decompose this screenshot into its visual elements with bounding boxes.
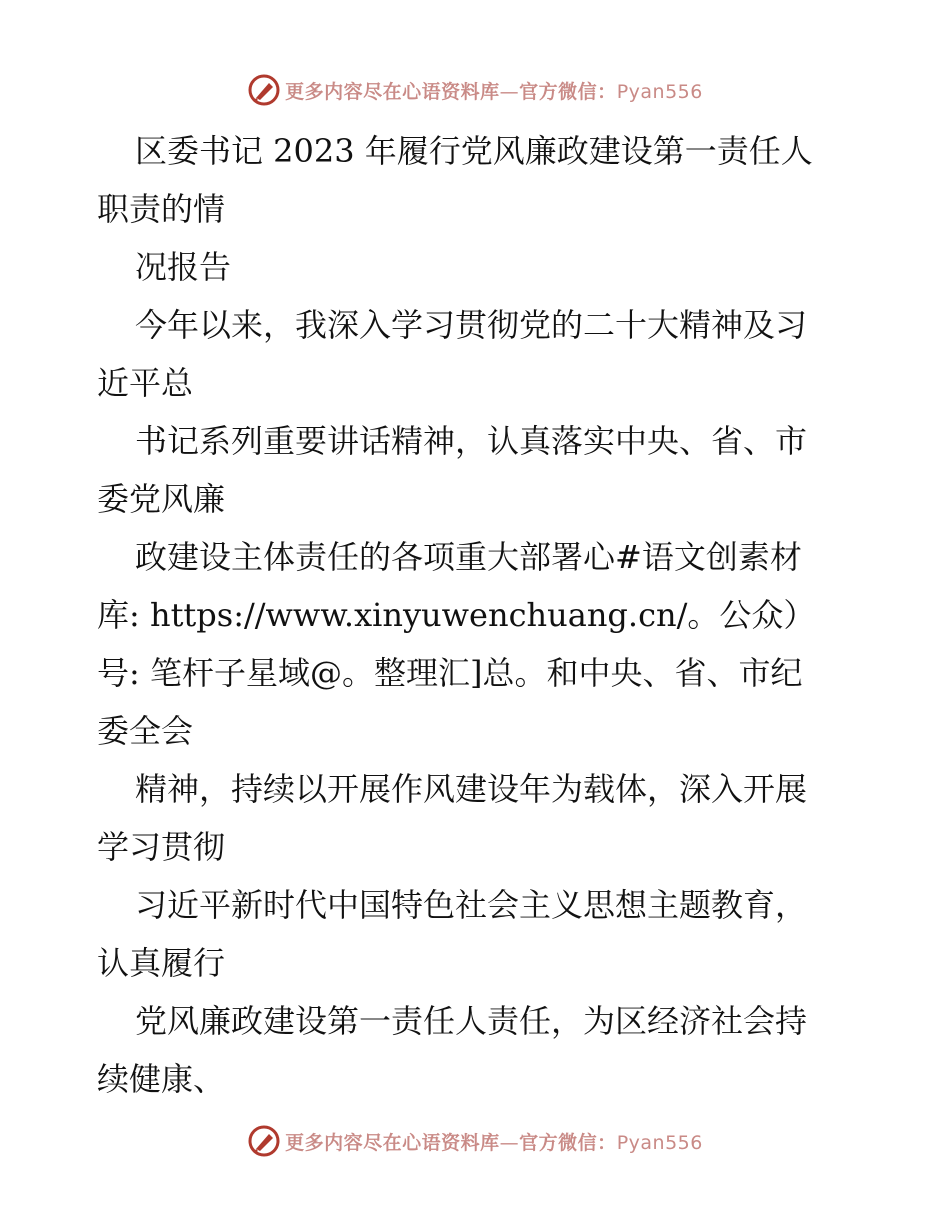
- body-text-line: 委全会: [97, 712, 194, 750]
- body-text-line: 学习贯彻: [97, 828, 226, 866]
- footer-dash: —: [499, 1131, 520, 1154]
- body-text-line: 职责的情: [97, 190, 226, 228]
- header-wechat-id: Pyan556: [616, 80, 703, 103]
- body-text-line: 书记系列重要讲话精神，认真落实中央、省、市: [135, 422, 808, 460]
- body-text-line: 今年以来，我深入学习贯彻党的二十大精神及习: [135, 306, 808, 344]
- body-text-line: 续健康、: [97, 1060, 226, 1098]
- header-site-text: 更多内容尽在心语资料库: [285, 80, 500, 103]
- document-body: [97, 122, 857, 1108]
- header-dash: —: [499, 80, 520, 103]
- footer-watermark-banner: [0, 1121, 950, 1161]
- footer-site-text: 更多内容尽在心语资料库: [285, 1131, 500, 1154]
- body-text-line: 委党风廉: [97, 480, 226, 518]
- body-text-line: 认真履行: [97, 944, 226, 982]
- body-text-line: 区委书记 2023 年履行党风廉政建设第一责任人: [135, 132, 813, 170]
- footer-watermark-text: [285, 1128, 703, 1155]
- body-text-line: 精神，持续以开展作风建设年为载体，深入开展: [135, 770, 808, 808]
- pen-logo-icon: [247, 73, 281, 107]
- body-text-line: 近平总: [97, 364, 194, 402]
- body-text-line: 习近平新时代中国特色社会主义思想主题教育，: [135, 886, 808, 924]
- footer-wechat-label: 官方微信：: [519, 1131, 617, 1154]
- header-watermark-text: [285, 77, 703, 104]
- body-text-line: 况报告: [135, 248, 232, 286]
- body-text-line: 党风廉政建设第一责任人责任，为区经济社会持: [135, 1002, 808, 1040]
- header-watermark-banner: [0, 70, 950, 110]
- footer-wechat-id: Pyan556: [616, 1131, 703, 1154]
- body-text-line: 号: 笔杆子星域@。整理汇]总。和中央、省、市纪: [97, 654, 803, 692]
- body-text-line: 政建设主体责任的各项重大部署心#语文创素材: [135, 538, 802, 576]
- header-wechat-label: 官方微信：: [519, 80, 617, 103]
- pen-logo-icon: [247, 1124, 281, 1158]
- body-text-line: 库: https://www.xinyuwenchuang.cn/。公众）: [97, 596, 816, 634]
